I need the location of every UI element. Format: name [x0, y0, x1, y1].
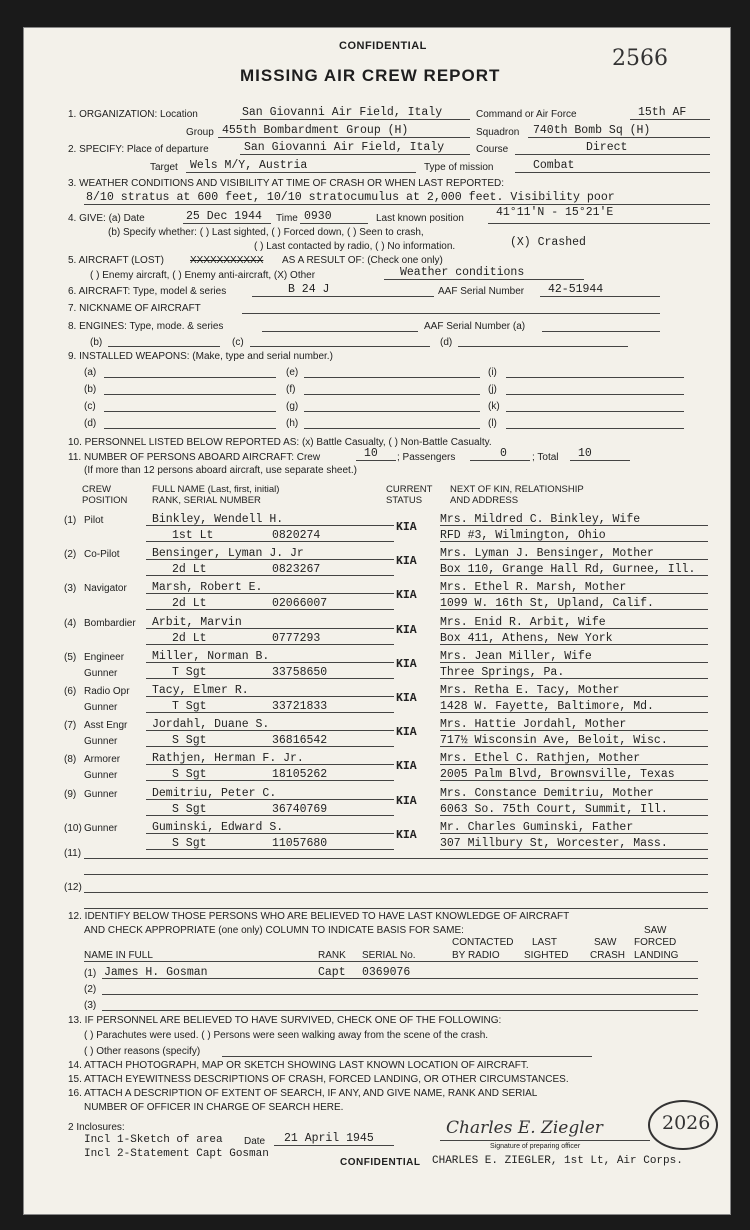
weapon-letter: (f) — [286, 384, 296, 395]
crew-rule — [440, 849, 708, 850]
crew-status: KIA — [396, 760, 417, 774]
witness-number: (3) — [84, 1000, 97, 1011]
date-value: 25 Dec 1944 — [186, 210, 262, 223]
mission-label: Type of mission — [424, 162, 494, 173]
weapon-letter: (l) — [488, 418, 497, 429]
s8-label: 8. ENGINES: Type, mode. & series — [68, 321, 224, 332]
s8-serial-label: AAF Serial Number (a) — [424, 321, 526, 332]
squadron-label: Squadron — [476, 127, 520, 138]
weapon-line — [304, 394, 480, 395]
crew-position: Co-Pilot — [84, 549, 120, 561]
crew-rule — [146, 764, 394, 765]
crew-rule — [146, 628, 394, 629]
crew-rule — [146, 593, 394, 594]
s4-label: 4. GIVE: (a) Date — [68, 213, 145, 224]
s12-h-crash: CRASH — [590, 950, 626, 961]
weapon-line — [104, 377, 276, 378]
crew-position-2: Gunner — [84, 736, 118, 748]
crew-address: 717½ Wisconsin Ave, Beloit, Wisc. — [440, 734, 668, 748]
time-value: 0930 — [304, 210, 332, 223]
s8-b: (b) — [90, 337, 103, 348]
crew-rule — [146, 541, 394, 542]
s12-h-name: NAME IN FULL — [84, 950, 153, 961]
s14: 14. ATTACH PHOTOGRAPH, MAP OR SKETCH SHOWING LAST KNOWN LOCATION OF AIRCRAFT. — [68, 1060, 529, 1071]
s8-d: (d) — [440, 337, 453, 348]
crew-kin: Mrs. Retha E. Tacy, Mother — [440, 684, 620, 697]
footer-date-label: Date — [244, 1136, 266, 1147]
incl2: Incl 2-Statement Capt Gosman — [84, 1148, 269, 1160]
weapon-letter: (i) — [488, 367, 497, 378]
crew-serial: 0823267 — [272, 563, 321, 577]
crew-address: Three Springs, Pa. — [440, 665, 565, 679]
s16-line2: NUMBER OF OFFICER IN CHARGE OF SEARCH HERE. — [84, 1102, 344, 1113]
crew-serial: 33721833 — [272, 700, 328, 713]
footer-date: 21 April 1945 — [284, 1132, 374, 1145]
crew-status: KIA — [396, 726, 417, 740]
crew-serial: 11057680 — [272, 836, 328, 850]
crew-number: (8) — [64, 754, 77, 766]
crew-rule — [440, 696, 708, 697]
crew-name: Guminski, Edward S. — [152, 820, 284, 834]
crew-address: Box 411, Athens, New York — [440, 631, 613, 645]
s12-contacted: CONTACTED — [452, 937, 514, 948]
witness-rank: Capt — [318, 966, 346, 979]
witness-rule — [102, 1010, 698, 1011]
crew-rule — [440, 746, 708, 747]
crew-rule — [440, 799, 708, 800]
crew-header-name: FULL NAME (Last, first, initial) RANK, SERIAL NUMBER — [152, 484, 280, 506]
crew-serial: 02066007 — [272, 597, 328, 611]
s4-specify-b: (b) Specify whether: ( ) Last sighted, ( ) Forced down, ( ) Seen to crash, — [108, 227, 424, 238]
crew-rank: 2d Lt — [172, 563, 207, 577]
crew-rule — [146, 678, 394, 679]
total-count: 10 — [578, 447, 592, 460]
s13-line3: ( ) Other reasons (specify) — [84, 1046, 201, 1057]
other-value: Weather conditions — [400, 266, 525, 279]
crew-rule — [146, 780, 394, 781]
crew-number-empty: (12) — [64, 882, 82, 893]
crew-rank: T Sgt — [172, 665, 207, 679]
crew-number: (1) — [64, 515, 77, 526]
crew-position: Radio Opr — [84, 686, 130, 697]
crew-rule — [440, 644, 708, 645]
crew-kin: Mrs. Ethel R. Marsh, Mother — [440, 581, 627, 595]
weapon-letter: (b) — [84, 384, 97, 395]
command-label: Command or Air Force — [476, 109, 577, 120]
crew-name: Tacy, Elmer R. — [152, 684, 249, 697]
crew-serial: 0777293 — [272, 631, 321, 645]
s6-label: 6. AIRCRAFT: Type, model & series — [68, 286, 227, 297]
crew-rank: S Sgt — [172, 734, 207, 748]
crew-rank: S Sgt — [172, 802, 207, 816]
crew-kin: Mrs. Jean Miller, Wife — [440, 649, 592, 663]
crew-position: Gunner — [84, 822, 118, 834]
crew-kin: Mrs. Enid R. Arbit, Wife — [440, 615, 606, 629]
crew-status: KIA — [396, 692, 417, 705]
squadron-value: 740th Bomb Sq (H) — [533, 124, 651, 137]
weapon-line — [506, 428, 684, 429]
crew-name: Marsh, Robert E. — [152, 581, 263, 595]
crew-number: (9) — [64, 788, 77, 800]
crew-kin: Mrs. Lyman J. Bensinger, Mother — [440, 547, 654, 561]
crew-number: (4) — [64, 617, 77, 629]
crew-address: Box 110, Grange Hall Rd, Gurnee, Ill. — [440, 563, 696, 577]
crew-status: KIA — [396, 521, 417, 534]
weapon-line — [304, 428, 480, 429]
s5-as-result: AS A RESULT OF: (Check one only) — [282, 255, 443, 266]
model-value: B 24 J — [288, 283, 330, 296]
s5-options: ( ) Enemy aircraft, ( ) Enemy anti-aircraft, (X) Other — [90, 270, 316, 281]
s12-saw: SAW — [594, 937, 617, 948]
s12-h-radio: BY RADIO — [452, 950, 500, 961]
witness-name: James H. Gosman — [104, 966, 208, 979]
crew-address: 2005 Palm Blvd, Brownsville, Texas — [440, 768, 675, 782]
location-value: San Giovanni Air Field, Italy — [242, 106, 443, 119]
s9-label: 9. INSTALLED WEAPONS: (Make, type and serial number.) — [68, 351, 333, 362]
s5-label: 5. AIRCRAFT (LOST) — [68, 255, 164, 266]
course-value: Direct — [586, 141, 628, 154]
crew-rule — [146, 575, 394, 576]
incl1: Incl 1-Sketch of area — [84, 1134, 223, 1146]
time-label: Time — [276, 213, 298, 224]
crew-position: Gunner — [84, 788, 118, 800]
weapon-line — [506, 394, 684, 395]
crew-kin: Mr. Charles Guminski, Father — [440, 820, 634, 834]
officer-name: CHARLES E. ZIEGLER, 1st Lt, Air Corps. — [432, 1155, 683, 1167]
weapon-letter: (j) — [488, 384, 497, 395]
crew-name: Miller, Norman B. — [152, 649, 270, 663]
crew-rule — [146, 799, 394, 800]
signature-label: Signature of preparing officer — [490, 1143, 581, 1150]
weapon-letter: (d) — [84, 418, 97, 429]
position-value: 41°11'N - 15°21'E — [496, 206, 614, 219]
weapon-line — [304, 377, 480, 378]
crew-rule — [146, 712, 394, 713]
crew-address: 6063 So. 75th Court, Summit, Ill. — [440, 802, 668, 816]
crew-position-2: Gunner — [84, 770, 118, 782]
crew-rule — [146, 525, 394, 526]
weapon-line — [506, 377, 684, 378]
crew-serial: 0820274 — [272, 529, 321, 542]
circled-number — [648, 1100, 718, 1150]
crew-name: Rathjen, Herman F. Jr. — [152, 752, 304, 766]
group-value: 455th Bombardment Group (H) — [222, 124, 409, 137]
passengers-count: 0 — [500, 447, 507, 460]
crew-kin: Mrs. Ethel C. Rathjen, Mother — [440, 752, 641, 766]
stamp-number: 2566 — [612, 46, 668, 71]
crew-position: Armorer — [84, 754, 121, 766]
s7-label: 7. NICKNAME OF AIRCRAFT — [68, 303, 201, 314]
crew-rule — [440, 764, 708, 765]
crew-rule — [84, 874, 708, 875]
crew-rule — [440, 541, 708, 542]
weapon-letter: (a) — [84, 367, 97, 378]
s13-line1: 13. IF PERSONNEL ARE BELIEVED TO HAVE SURVIVED, CHECK ONE OF THE FOLLOWING: — [68, 1015, 502, 1026]
passengers-label: ; Passengers — [397, 452, 456, 463]
crew-number: (10) — [64, 822, 82, 834]
crew-status: KIA — [396, 657, 417, 671]
crew-name: Bensinger, Lyman J. Jr — [152, 547, 304, 561]
s10-label: 10. PERSONNEL LISTED BELOW REPORTED AS: (x) Battle Casualty, ( ) Non-Battle Casualty. — [68, 437, 492, 448]
crew-kin: Mrs. Mildred C. Binkley, Wife — [440, 513, 641, 526]
crew-position: Engineer — [84, 651, 125, 663]
s12-h-landing: LANDING — [634, 950, 679, 961]
crew-status: KIA — [396, 555, 417, 569]
target-value: Wels M/Y, Austria — [190, 159, 308, 172]
s1-label: 1. ORGANIZATION: Location — [68, 109, 198, 120]
crew-rule — [146, 815, 394, 816]
crew-number: (2) — [64, 549, 77, 561]
crew-rule — [84, 858, 708, 859]
s5-struck: XXXXXXXXXXX — [190, 255, 264, 266]
crew-position: Asst Engr — [84, 720, 128, 732]
serial-label: AAF Serial Number — [438, 286, 525, 297]
crew-rule — [440, 730, 708, 731]
crew-rule — [146, 662, 394, 663]
position-label: Last known position — [376, 213, 464, 224]
crew-rule — [440, 833, 708, 834]
serial-value: 42-51944 — [548, 283, 604, 296]
mission-value: Combat — [533, 159, 575, 172]
confidential-footer: CONFIDENTIAL — [340, 1157, 421, 1168]
crew-rule — [440, 575, 708, 576]
s15: 15. ATTACH EYEWITNESS DESCRIPTIONS OF CRASH, FORCED LANDING, OR OTHER CIRCUMSTANCES. — [68, 1074, 569, 1085]
crew-address: RFD #3, Wilmington, Ohio — [440, 529, 606, 542]
weapon-line — [506, 411, 684, 412]
weather-value: 8/10 stratus at 600 feet, 10/10 stratocumulus at 2,000 feet. Visibility poor — [86, 191, 615, 204]
crew-name: Demitriu, Peter C. — [152, 786, 277, 800]
crew-number: (3) — [64, 583, 77, 595]
s8-c: (c) — [232, 337, 244, 348]
target-label: Target — [150, 162, 178, 173]
total-label: ; Total — [532, 452, 559, 463]
crew-rule — [84, 892, 708, 893]
crew-rule — [146, 644, 394, 645]
weapon-line — [104, 394, 276, 395]
confidential-header: CONFIDENTIAL — [339, 40, 427, 52]
s12-h-sighted: SIGHTED — [524, 950, 569, 961]
crew-status: KIA — [396, 794, 417, 808]
crew-position: Bombardier — [84, 617, 136, 629]
witness-number: (1) — [84, 968, 97, 979]
weapon-letter: (e) — [286, 367, 299, 378]
departure-value: San Giovanni Air Field, Italy — [244, 141, 445, 154]
s4-specify-c: ( ) Last contacted by radio, ( ) No information. — [254, 241, 456, 252]
crew-position-2: Gunner — [84, 702, 118, 713]
crew-rule — [84, 908, 708, 909]
crew-rule — [440, 662, 708, 663]
crew-position-2: Gunner — [84, 667, 118, 679]
crew-rank: S Sgt — [172, 836, 207, 850]
crew-header-position: CREW POSITION — [82, 484, 128, 506]
s13-line2: ( ) Parachutes were used. ( ) Persons were seen walking away from the scene of the crash. — [84, 1030, 489, 1041]
s16-line1: 16. ATTACH A DESCRIPTION OF EXTENT OF SEARCH, IF ANY, AND GIVE NAME, RANK AND SERIAL — [68, 1088, 538, 1099]
weapon-line — [304, 411, 480, 412]
s12-last: LAST — [532, 937, 558, 948]
crew-kin: Mrs. Hattie Jordahl, Mother — [440, 718, 627, 732]
crew-serial: 36816542 — [272, 734, 328, 748]
crew-rank: 1st Lt — [172, 529, 214, 542]
crew-rule — [146, 746, 394, 747]
crew-address: 1099 W. 16th St, Upland, Calif. — [440, 597, 654, 611]
crew-rule — [440, 609, 708, 610]
crew-rule — [440, 525, 708, 526]
report-title: MISSING AIR CREW REPORT — [240, 66, 501, 85]
crew-position: Pilot — [84, 515, 104, 526]
crew-rank: T Sgt — [172, 700, 207, 713]
crew-rule — [146, 833, 394, 834]
crew-rule — [440, 815, 708, 816]
crew-rule — [146, 730, 394, 731]
s11-label: 11. NUMBER OF PERSONS ABOARD AIRCRAFT: Crew — [68, 452, 321, 463]
crew-header-kin: NEXT OF KIN, RELATIONSHIP AND ADDRESS — [450, 484, 584, 506]
command-value: 15th AF — [638, 106, 687, 119]
crew-rank: 2d Lt — [172, 631, 207, 645]
crew-name: Binkley, Wendell H. — [152, 513, 284, 526]
inclosures: 2 Inclosures: — [68, 1122, 125, 1133]
witness-rule — [102, 978, 698, 979]
crew-rank: S Sgt — [172, 768, 207, 782]
weapon-line — [104, 411, 276, 412]
witness-number: (2) — [84, 984, 97, 995]
crew-count: 10 — [364, 447, 378, 460]
crew-rank: 2d Lt — [172, 597, 207, 611]
crew-number: (5) — [64, 651, 77, 663]
crew-serial: 18105262 — [272, 768, 328, 782]
witness-serial: 0369076 — [362, 966, 411, 979]
crew-header-status: CURRENT STATUS — [386, 484, 433, 506]
circled-number-text: 2026 — [662, 1112, 711, 1134]
crew-rule — [440, 628, 708, 629]
s12-h-rank: RANK — [318, 950, 346, 961]
s12-line1: 12. IDENTIFY BELOW THOSE PERSONS WHO ARE BELIEVED TO HAVE LAST KNOWLEDGE OF AIRCRAFT — [68, 911, 570, 922]
crew-rule — [146, 609, 394, 610]
crew-status: KIA — [396, 623, 417, 637]
weapon-letter: (g) — [286, 401, 299, 412]
course-label: Course — [476, 144, 509, 155]
s12-saw-top: SAW — [644, 925, 667, 936]
crew-serial: 33758650 — [272, 665, 328, 679]
s2-label: 2. SPECIFY: Place of departure — [68, 144, 209, 155]
s3-label: 3. WEATHER CONDITIONS AND VISIBILITY AT TIME OF CRASH OR WHEN LAST REPORTED: — [68, 178, 505, 189]
s12-h-serial: SERIAL No. — [362, 950, 416, 961]
crew-address: 307 Millbury St, Worcester, Mass. — [440, 836, 668, 850]
weapon-letter: (k) — [488, 401, 500, 412]
crew-rule — [440, 559, 708, 560]
weapon-line — [104, 428, 276, 429]
crew-status: KIA — [396, 828, 417, 842]
s12-line2: AND CHECK APPROPRIATE (one only) COLUMN TO INDICATE BASIS FOR SAME: — [84, 925, 464, 936]
s12-forced: FORCED — [634, 937, 677, 948]
group-label: Group — [186, 127, 214, 138]
crashed-value: (X) Crashed — [510, 236, 586, 249]
crew-rule — [440, 678, 708, 679]
crew-rule — [440, 712, 708, 713]
weapon-letter: (c) — [84, 401, 96, 412]
crew-number: (6) — [64, 686, 77, 697]
crew-position: Navigator — [84, 583, 127, 595]
crew-status: KIA — [396, 589, 417, 603]
crew-name: Jordahl, Duane S. — [152, 718, 270, 732]
crew-address: 1428 W. Fayette, Baltimore, Md. — [440, 700, 654, 713]
weapon-letter: (h) — [286, 418, 299, 429]
crew-rule — [440, 593, 708, 594]
witness-rule — [102, 994, 698, 995]
crew-rule — [146, 559, 394, 560]
crew-number: (7) — [64, 720, 77, 732]
crew-name: Arbit, Marvin — [152, 615, 242, 629]
crew-rule — [146, 696, 394, 697]
crew-rule — [440, 780, 708, 781]
crew-kin: Mrs. Constance Demitriu, Mother — [440, 786, 654, 800]
crew-serial: 36740769 — [272, 802, 328, 816]
crew-number-empty: (11) — [64, 848, 82, 859]
crew-rule — [146, 849, 394, 850]
s11-note: (If more than 12 persons aboard aircraft, use separate sheet.) — [84, 465, 357, 476]
officer-signature: Charles E. Ziegler — [446, 1118, 603, 1138]
